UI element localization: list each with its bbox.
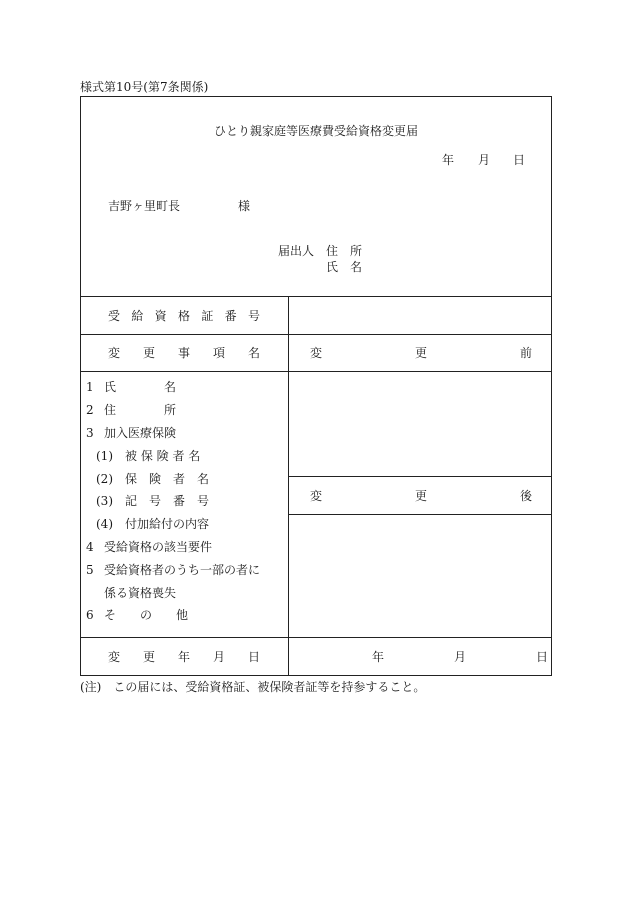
cert-number-label: 受 給 資 格 証 番 号	[108, 309, 260, 323]
change-month-label: 月	[454, 650, 467, 664]
day-label: 日	[513, 153, 526, 167]
table-top-rule	[80, 296, 552, 297]
row-rule-3	[80, 637, 552, 638]
before-after-rule-top	[288, 476, 552, 477]
applicant-name-label: 氏 名	[326, 260, 363, 274]
row-rule-2	[80, 371, 552, 372]
list-item: 1 氏 名	[86, 380, 177, 394]
form-number: 様式第10号(第7条関係)	[80, 80, 209, 94]
list-item: (4) 付加給付の内容	[96, 517, 209, 531]
list-item: 3 加入医療保険	[86, 426, 177, 440]
list-item: 5 受給資格者のうち一部の者に	[86, 563, 261, 577]
before-change-header: 変 更 前	[310, 346, 532, 360]
addressee-name: 吉野ヶ里町長	[108, 199, 181, 213]
list-item: (1) 被 保 険 者 名	[96, 449, 201, 463]
before-change-field[interactable]	[290, 373, 550, 475]
before-after-rule-bottom	[288, 514, 552, 515]
row-rule-1	[80, 334, 552, 335]
form-title: ひとり親家庭等医療費受給資格変更届	[213, 124, 418, 138]
list-item: (2) 保 険 者 名	[96, 472, 209, 486]
month-label: 月	[478, 153, 491, 167]
change-items-header: 変 更 事 項 名	[108, 346, 260, 360]
column-divider	[288, 296, 289, 676]
applicant-label: 届出人	[278, 244, 315, 258]
change-year-label: 年	[372, 650, 385, 664]
change-date-label: 変 更 年 月 日	[108, 650, 260, 664]
list-item: 係る資格喪失	[104, 586, 177, 600]
list-item: 4 受給資格の該当要件	[86, 540, 213, 554]
list-item: 6 そ の 他	[86, 608, 189, 622]
list-item: (3) 記 号 番 号	[96, 494, 209, 508]
change-day-label: 日	[536, 650, 549, 664]
after-change-field[interactable]	[290, 516, 550, 636]
after-change-header: 変 更 後	[310, 489, 532, 503]
year-label: 年	[442, 153, 455, 167]
applicant-address-label: 住 所	[326, 244, 363, 258]
cert-number-field[interactable]	[290, 298, 550, 333]
list-item: 2 住 所	[86, 403, 177, 417]
footnote: (注) この届には、受給資格証、被保険者証等を持参すること。	[80, 680, 426, 694]
addressee-honorific: 様	[238, 199, 251, 213]
